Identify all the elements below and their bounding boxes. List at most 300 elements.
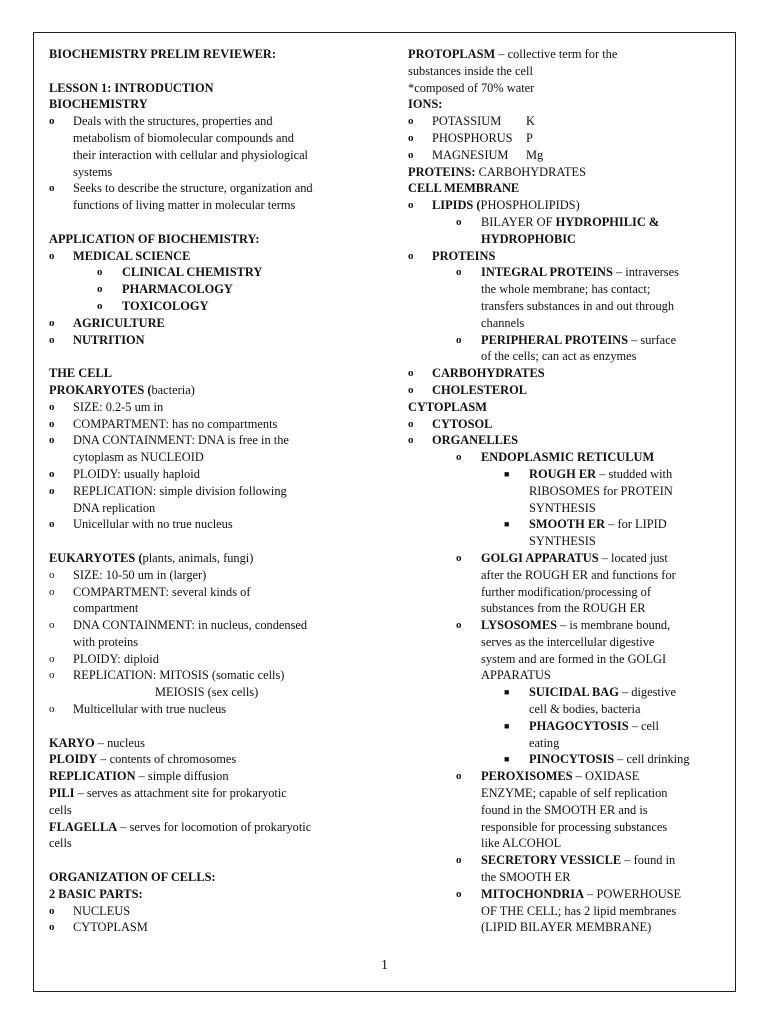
term-name: PILI — [49, 786, 75, 801]
spacer — [49, 718, 364, 735]
bullet-line — [73, 248, 364, 265]
bullet-item — [49, 180, 364, 214]
bullet-marker: ■ — [504, 468, 510, 479]
bullet-marker: o — [49, 518, 55, 531]
bullet-bold: ORGANELLES — [432, 433, 519, 448]
bullet-line: of the cells; can act as enzymes — [481, 349, 637, 364]
bullet-marker: o — [456, 619, 462, 632]
bullet-item — [408, 332, 724, 366]
bullet-line — [481, 617, 724, 634]
bullet-item — [408, 751, 724, 768]
bullet-line: their interaction with cellular and physiological — [73, 147, 309, 162]
bullet-line: the whole membrane; has contact; — [481, 282, 651, 297]
bullet-line: DNA CONTAINMENT: in nucleus, condensed — [73, 618, 308, 633]
bullet-text — [73, 399, 364, 416]
bullet-text — [481, 214, 724, 248]
bullet-marker: o — [456, 333, 462, 346]
term-desc: CARBOHYDRATES — [475, 164, 586, 179]
bullet-item — [49, 416, 364, 433]
bullet-line — [481, 768, 724, 785]
bullet-item — [49, 903, 364, 920]
bullet-item — [408, 248, 724, 265]
ion-item — [408, 113, 724, 130]
bullet-item — [408, 365, 724, 382]
bullet-line — [481, 264, 724, 281]
bullet-marker: o — [49, 400, 55, 413]
term-text — [49, 751, 364, 768]
bullet-line: cell & bodies, bacteria — [529, 702, 641, 717]
bullet-line — [122, 264, 364, 281]
bullet-line: SYNTHESIS — [529, 534, 596, 549]
bullet-item — [49, 919, 364, 936]
section-heading: CELL MEMBRANE — [408, 181, 520, 196]
term-definition — [49, 735, 364, 752]
section-heading: ORGANIZATION OF CELLS: — [49, 870, 216, 885]
bullet-text — [481, 886, 724, 936]
term-desc: – nucleus — [94, 735, 145, 750]
term-continuation: *composed of 70% water — [408, 80, 535, 95]
term-name: REPLICATION — [49, 769, 136, 784]
bullet-marker: o — [49, 417, 55, 430]
bullet-line: functions of living matter in molecular terms — [73, 198, 296, 213]
bullet-text — [73, 332, 364, 349]
bullet-marker: o — [408, 417, 414, 430]
bullet-text — [73, 180, 364, 214]
left-column — [49, 46, 364, 936]
ion-symbol: P — [526, 130, 533, 145]
bullet-line: SIZE: 0.2-5 um in — [73, 399, 164, 414]
bullet-line: APPARATUS — [481, 668, 551, 683]
bullet-item — [49, 432, 364, 466]
bullet-item — [408, 886, 724, 936]
bullet-marker: o — [49, 182, 55, 195]
term-text — [49, 819, 364, 836]
bullet-line — [529, 684, 724, 701]
bullet-rest: – POWERHOUSE — [584, 886, 682, 901]
bullet-rest: – studded with — [596, 466, 673, 481]
term-continuation: cells — [49, 802, 72, 817]
term-definition — [49, 819, 364, 836]
bullet-text — [529, 684, 724, 718]
ion-text — [432, 147, 724, 164]
heading-text — [49, 550, 253, 567]
spacer — [49, 852, 364, 869]
heading-rest: bacteria) — [151, 382, 195, 397]
bullet-text — [73, 416, 364, 433]
bullet-item — [408, 684, 724, 718]
spacer — [49, 348, 364, 365]
bullet-line: system and are formed in the GOLGI — [481, 651, 667, 666]
bullet-text — [432, 248, 724, 265]
bullet-line — [529, 516, 724, 533]
bullet-item — [408, 264, 724, 331]
bullet-rest: – intraverses — [612, 265, 679, 280]
bullet-marker: o — [456, 266, 462, 279]
bullet-line: SIZE: 10-50 um in (larger) — [73, 567, 207, 582]
bullet-marker: o — [49, 585, 55, 598]
bullet-line: DNA CONTAINMENT: DNA is free in the — [73, 433, 289, 448]
bullet-marker: o — [97, 266, 103, 279]
bullet-line: metabolism of biomolecular compounds and — [73, 130, 294, 145]
bullet-text — [73, 701, 364, 718]
ion-name: MAGNESIUM — [432, 147, 509, 162]
term-continuation: substances inside the cell — [408, 63, 533, 78]
bullet-text — [73, 567, 364, 584]
bullet-text — [432, 197, 724, 214]
bullet-marker: o — [456, 551, 462, 564]
term-text — [408, 46, 724, 63]
section-heading — [49, 550, 364, 567]
bullet-item — [408, 382, 724, 399]
term-definition — [408, 164, 724, 181]
bullet-marker: o — [49, 619, 55, 632]
bullet-text — [122, 281, 364, 298]
bullet-item — [408, 197, 724, 214]
bullet-item — [49, 399, 364, 416]
bullet-item — [408, 718, 724, 752]
bullet-line: Deals with the structures, properties and — [73, 114, 273, 129]
bullet-marker: o — [49, 316, 55, 329]
bullet-marker: o — [49, 434, 55, 447]
term-desc: – serves as attachment site for prokaryotic — [74, 786, 287, 801]
bullet-line — [432, 365, 724, 382]
bullet-text — [481, 852, 724, 886]
term-desc: – collective term for the — [495, 47, 618, 61]
bullet-text — [73, 584, 364, 618]
bullet-rest: – for LIPID — [605, 517, 667, 532]
bullet-text — [481, 449, 724, 466]
bullet-bold: SUICIDAL BAG — [529, 685, 619, 700]
bullet-rest: – found in — [621, 853, 676, 868]
spacer — [49, 214, 364, 231]
ion-item — [408, 130, 724, 147]
bullet-item — [49, 113, 364, 180]
bullet-text — [122, 298, 364, 315]
bullet-line: REPLICATION: MITOSIS (somatic cells) — [73, 668, 285, 683]
bullet-line — [529, 466, 724, 483]
bullet-item — [49, 332, 364, 349]
ion-symbol: Mg — [526, 147, 544, 162]
bullet-line — [432, 416, 724, 433]
bullet-line: Seeks to describe the structure, organization and — [73, 181, 313, 196]
bullet-bold: PINOCYTOSIS — [529, 752, 615, 767]
bullet-marker: ■ — [504, 754, 510, 765]
bullet-item — [49, 264, 364, 281]
bullet-marker: o — [408, 148, 414, 161]
bullet-bold: LYSOSOMES — [481, 618, 557, 633]
bullet-rest: – OXIDASE — [572, 769, 640, 784]
bullet-bold: CYTOSOL — [432, 416, 493, 431]
bullet-line — [481, 332, 724, 349]
bullet-line — [481, 886, 724, 903]
heading-rest: plants, animals, fungi) — [142, 550, 254, 565]
term-definition — [49, 751, 364, 768]
bullet-line — [73, 332, 364, 349]
bullet-text — [73, 113, 364, 180]
term-name: KARYO — [49, 735, 95, 750]
bullet-bold: PEROXISOMES — [481, 769, 573, 784]
heading-bold: EUKARYOTES ( — [49, 550, 143, 565]
bullet-line: with proteins — [73, 634, 139, 649]
spacer — [49, 63, 364, 80]
bullet-rest: PHOSPHOLIPIDS) — [480, 198, 580, 213]
bullet-line: substances from the ROUGH ER — [481, 601, 646, 616]
bullet-line: CYTOPLASM — [73, 920, 148, 935]
ion-text — [432, 113, 724, 130]
bullet-line: transfers substances in and out through — [481, 298, 675, 313]
bullet-marker: o — [49, 669, 55, 682]
bullet-bold: LIPIDS ( — [432, 198, 481, 213]
bullet-rest: BILAYER OF — [481, 214, 556, 229]
term-text — [49, 768, 364, 785]
bullet-marker: o — [97, 299, 103, 312]
bullet-text — [432, 365, 724, 382]
bullet-line: RIBOSOMES for PROTEIN — [529, 483, 673, 498]
bullet-marker: o — [408, 434, 414, 447]
bullet-bold: SMOOTH ER — [529, 517, 606, 532]
bullet-line: cytoplasm as NUCLEOID — [73, 450, 204, 465]
ion-name: PHOSPHORUS — [432, 130, 513, 145]
bullet-bold: CHOLESTEROL — [432, 382, 528, 397]
bullet-line: OF THE CELL; has 2 lipid membranes — [481, 903, 677, 918]
bullet-item — [408, 550, 724, 617]
spacer — [49, 533, 364, 550]
bullet-text — [73, 516, 364, 533]
bullet-marker: o — [456, 215, 462, 228]
bullet-line: eating — [529, 735, 560, 750]
bullet-marker: o — [49, 703, 55, 716]
bullet-text — [529, 718, 724, 752]
section-heading: BIOCHEMISTRY — [49, 97, 148, 112]
right-column — [408, 46, 724, 936]
term-definition — [408, 46, 724, 63]
bullet-item — [408, 214, 724, 248]
bullet-item — [49, 651, 364, 668]
term-definition — [49, 785, 364, 802]
bullet-line — [481, 852, 724, 869]
bullet-line: PLOIDY: diploid — [73, 651, 159, 666]
bullet-text — [481, 617, 724, 684]
bullet-marker: o — [49, 333, 55, 346]
bullet-item — [408, 432, 724, 449]
bullet-item — [408, 852, 724, 886]
bullet-marker: o — [49, 921, 55, 934]
bullet-item — [49, 667, 364, 684]
bullet-marker: o — [408, 115, 414, 128]
ion-symbol: K — [526, 114, 535, 129]
bullet-bold: AGRICULTURE — [73, 315, 165, 330]
text: MEIOSIS (sex cells) — [155, 685, 259, 700]
bullet-line: after the ROUGH ER and functions for — [481, 567, 676, 582]
bullet-text — [432, 432, 724, 449]
bullet-item — [408, 466, 724, 516]
bullet-line — [122, 298, 364, 315]
bullet-marker: o — [408, 199, 414, 212]
bullet-item — [408, 516, 724, 550]
bullet-rest: – located just — [598, 550, 668, 565]
bullet-text — [73, 248, 364, 265]
term-text — [49, 735, 364, 752]
bullet-text — [481, 264, 724, 331]
bullet-item — [408, 416, 724, 433]
bullet-bold: INTEGRAL PROTEINS — [481, 265, 613, 280]
bullet-marker: o — [456, 887, 462, 900]
bullet-marker: o — [408, 131, 414, 144]
section-heading: 2 BASIC PARTS: — [49, 886, 143, 901]
bullet-text — [481, 768, 724, 852]
term-continuation: cells — [49, 836, 72, 851]
bullet-item — [408, 449, 724, 466]
bullet-line: like ALCOHOL — [481, 836, 562, 851]
term-name: FLAGELLA — [49, 819, 118, 834]
bullet-text — [73, 483, 364, 517]
bullet-marker: o — [456, 854, 462, 867]
bullet-bold: HYDROPHILIC & — [555, 214, 660, 229]
bullet-item — [408, 768, 724, 852]
bullet-bold: ENDOPLASMIC RETICULUM — [481, 450, 655, 465]
bullet-line: SYNTHESIS — [529, 500, 596, 515]
bullet-text — [432, 382, 724, 399]
bullet-item — [49, 701, 364, 718]
bullet-line: (LIPID BILAYER MEMBRANE) — [481, 920, 652, 935]
bullet-text — [73, 667, 364, 684]
bullet-text — [73, 617, 364, 651]
bullet-text — [73, 903, 364, 920]
bullet-line — [529, 751, 724, 768]
bullet-line — [432, 197, 724, 214]
bullet-text — [122, 264, 364, 281]
bullet-text — [432, 416, 724, 433]
bullet-line — [122, 281, 364, 298]
bullet-bold: PHAGOCYTOSIS — [529, 718, 629, 733]
bullet-item — [49, 617, 364, 651]
bullet-text — [73, 466, 364, 483]
bullet-line: DNA replication — [73, 500, 156, 515]
bullet-line: further modification/processing of — [481, 584, 651, 599]
bullet-marker: ■ — [504, 687, 510, 698]
bullet-marker: o — [456, 451, 462, 464]
bullet-line: COMPARTMENT: several kinds of — [73, 584, 251, 599]
bullet-text — [529, 516, 724, 550]
bullet-line: serves as the intercellular digestive — [481, 634, 655, 649]
bullet-line — [481, 550, 724, 567]
bullet-rest: – is membrane bound, — [556, 618, 671, 633]
bullet-marker: ■ — [504, 720, 510, 731]
bullet-line — [73, 315, 364, 332]
bullet-text — [481, 332, 724, 366]
bullet-bold: GOLGI APPARATUS — [481, 550, 599, 565]
bullet-line — [481, 449, 724, 466]
bullet-bold: PHARMACOLOGY — [122, 282, 233, 297]
bullet-line — [481, 214, 724, 231]
bullet-rest: – surface — [628, 332, 677, 347]
bullet-marker: o — [408, 383, 414, 396]
bullet-bold: NUTRITION — [73, 332, 145, 347]
bullet-line: found in the SMOOTH ER and is — [481, 802, 648, 817]
bullet-line: COMPARTMENT: has no compartments — [73, 416, 278, 431]
bullet-rest: – cell — [628, 718, 659, 733]
bullet-bold: CLINICAL CHEMISTRY — [122, 265, 263, 280]
bullet-item — [49, 315, 364, 332]
bullet-bold: ROUGH ER — [529, 466, 597, 481]
bullet-bold: PROTEINS — [432, 248, 496, 263]
document-page — [33, 32, 736, 992]
bullet-bold: SECRETORY VESSICLE — [481, 853, 622, 868]
bullet-line — [529, 718, 724, 735]
term-name: PROTEINS: — [408, 164, 476, 179]
bullet-item — [49, 298, 364, 315]
bullet-line: REPLICATION: simple division following — [73, 483, 287, 498]
section-heading: APPLICATION OF BIOCHEMISTRY: — [49, 231, 260, 246]
bullet-marker: o — [49, 652, 55, 665]
bullet-rest: – cell drinking — [614, 752, 690, 767]
term-name: PROTOPLASM — [408, 47, 496, 61]
bullet-text — [73, 919, 364, 936]
bullet-bold: PERIPHERAL PROTEINS — [481, 332, 628, 347]
bullet-marker: o — [49, 249, 55, 262]
continuation-line — [49, 684, 364, 701]
bullet-item — [49, 248, 364, 265]
heading-bold: PROKARYOTES ( — [49, 382, 152, 397]
bullet-marker: o — [49, 115, 55, 128]
bullet-line: NUCLEUS — [73, 903, 131, 918]
bullet-line: PLOIDY: usually haploid — [73, 466, 200, 481]
bullet-rest: – digestive — [618, 685, 676, 700]
bullet-line: ENZYME; capable of self replication — [481, 786, 668, 801]
bullet-marker: o — [408, 249, 414, 262]
bullet-text — [73, 432, 364, 466]
section-heading: IONS: — [408, 97, 443, 112]
ion-item — [408, 147, 724, 164]
bullet-line: compartment — [73, 601, 139, 616]
section-heading: LESSON 1: INTRODUCTION — [49, 80, 214, 95]
bullet-line: channels — [481, 315, 525, 330]
bullet-text — [529, 751, 724, 768]
bullet-item — [49, 466, 364, 483]
term-desc: – contents of chromosomes — [97, 752, 237, 767]
ion-text — [432, 130, 724, 147]
section-heading: CYTOPLASM — [408, 399, 487, 414]
bullet-line — [432, 432, 724, 449]
bullet-item — [49, 281, 364, 298]
bullet-marker: ■ — [504, 519, 510, 530]
bullet-marker: o — [49, 467, 55, 480]
term-name: PLOIDY — [49, 752, 98, 767]
page-number: 1 — [381, 958, 388, 973]
term-desc: – serves for locomotion of prokaryotic — [117, 819, 312, 834]
heading-text — [49, 382, 195, 399]
bullet-bold: MITOCHONDRIA — [481, 886, 585, 901]
section-heading — [49, 382, 364, 399]
bullet-line — [432, 382, 724, 399]
bullet-marker: o — [49, 904, 55, 917]
bullet-line: responsible for processing substances — [481, 819, 668, 834]
bullet-item — [49, 483, 364, 517]
term-definition — [49, 768, 364, 785]
bullet-line: Multicellular with true nucleus — [73, 702, 227, 717]
ion-name: POTASSIUM — [432, 114, 502, 129]
term-text — [49, 785, 364, 802]
section-heading: BIOCHEMISTRY PRELIM REVIEWER: — [49, 47, 276, 61]
bullet-bold: TOXICOLOGY — [122, 298, 209, 313]
bullet-text — [73, 315, 364, 332]
bullet-marker: o — [408, 367, 414, 380]
bullet-line: Unicellular with no true nucleus — [73, 517, 233, 532]
bullet-item — [49, 516, 364, 533]
bullet-bold: MEDICAL SCIENCE — [73, 248, 191, 263]
bullet-item — [49, 584, 364, 618]
bullet-text — [481, 550, 724, 617]
